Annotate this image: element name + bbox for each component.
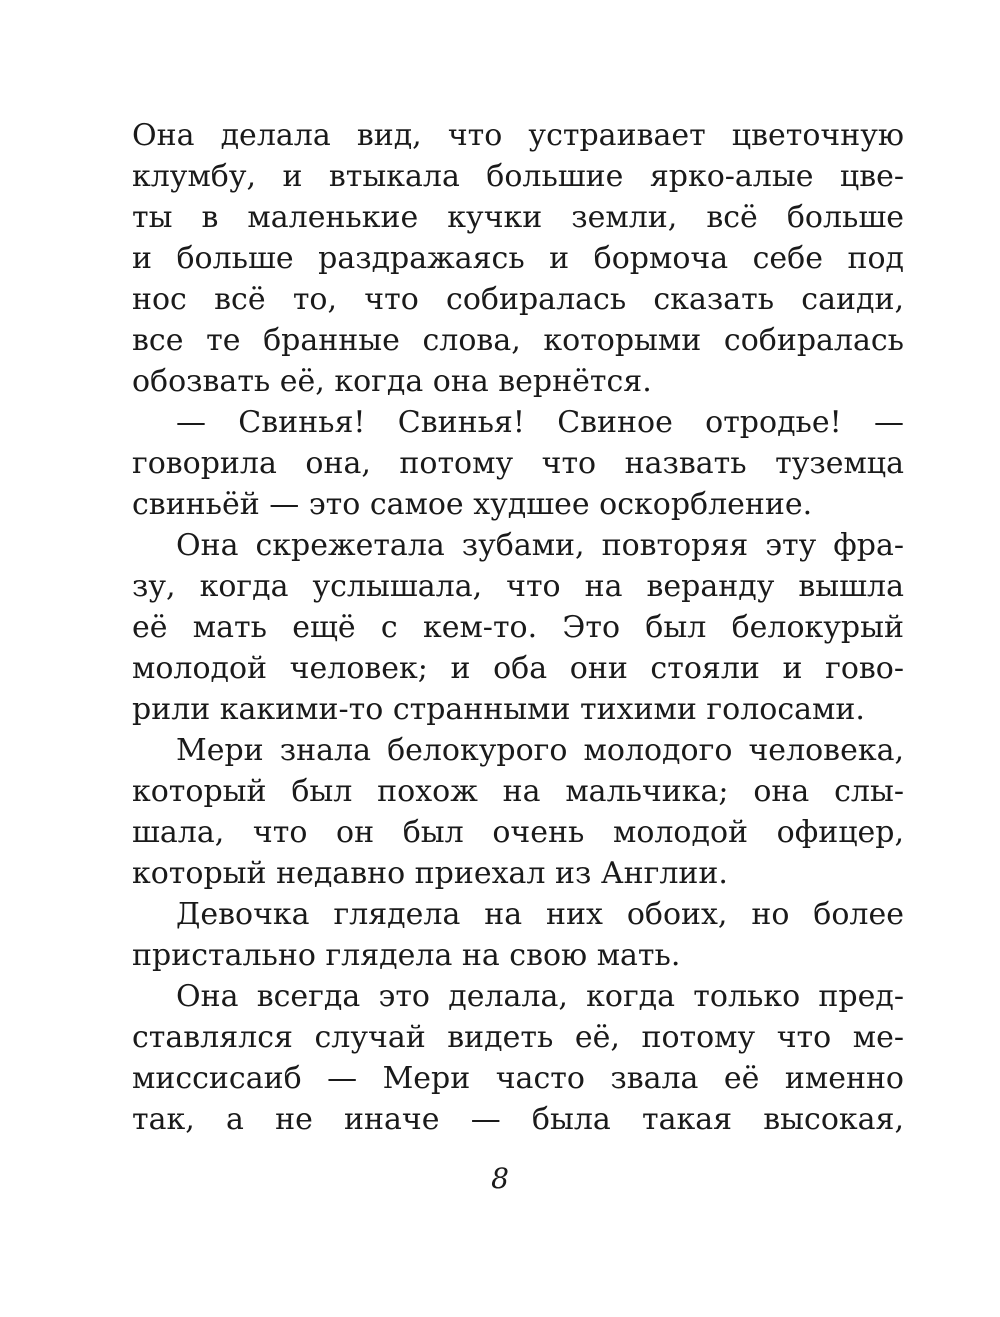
text-line: Она скрежетала зубами, повторяя эту фра- [176, 528, 904, 563]
text-line: который был похож на мальчика; она слы- [132, 774, 904, 809]
text-line: и больше раздражаясь и бормоча себе под [132, 241, 904, 276]
text-line: её мать ещё с кем-то. Это был белокурый [132, 610, 904, 645]
text-line: ты в маленькие кучки земли, всё больше [132, 200, 904, 235]
text-line: обозвать её, когда она вернётся. [132, 364, 652, 399]
text-line: клумбу, и втыкала большие ярко-алые цве- [132, 159, 904, 194]
text-line: который недавно приехал из Англии. [132, 856, 728, 891]
text-line: Мери знала белокурого молодого человека, [176, 733, 904, 768]
text-line: молодой человек; и оба они стояли и гово- [132, 651, 904, 686]
text-line: миссисаиб — Мери часто звала её именно [132, 1061, 904, 1096]
text-line: говорила она, потому что назвать туземца [132, 446, 904, 481]
text-line: все те бранные слова, которыми собиралась [132, 323, 904, 358]
text-line: шала, что он был очень молодой офицер, [132, 815, 904, 850]
text-line: Девочка глядела на них обоих, но более [176, 897, 904, 932]
text-line: нос всё то, что собиралась сказать саиди, [132, 282, 904, 317]
text-line: так, а не иначе — была такая высокая, [132, 1102, 904, 1137]
text-line: ставлялся случай видеть её, потому что ме- [132, 1020, 904, 1055]
text-line: — Свинья! Свинья! Свиное отродье! — [176, 405, 904, 440]
text-line: Она делала вид, что устраивает цветочную [132, 118, 904, 153]
text-line: зу, когда услышала, что на веранду вышла [132, 569, 904, 604]
text-line: пристально глядела на свою мать. [132, 938, 681, 973]
body-text [132, 115, 904, 1140]
page-number: 8 [491, 1162, 509, 1195]
text-line: Она всегда это делала, когда только пред- [176, 979, 904, 1014]
text-line: свиньёй — это самое худшее оскорбление. [132, 487, 813, 522]
text-line: рили какими-то странными тихими голосами. [132, 692, 865, 727]
